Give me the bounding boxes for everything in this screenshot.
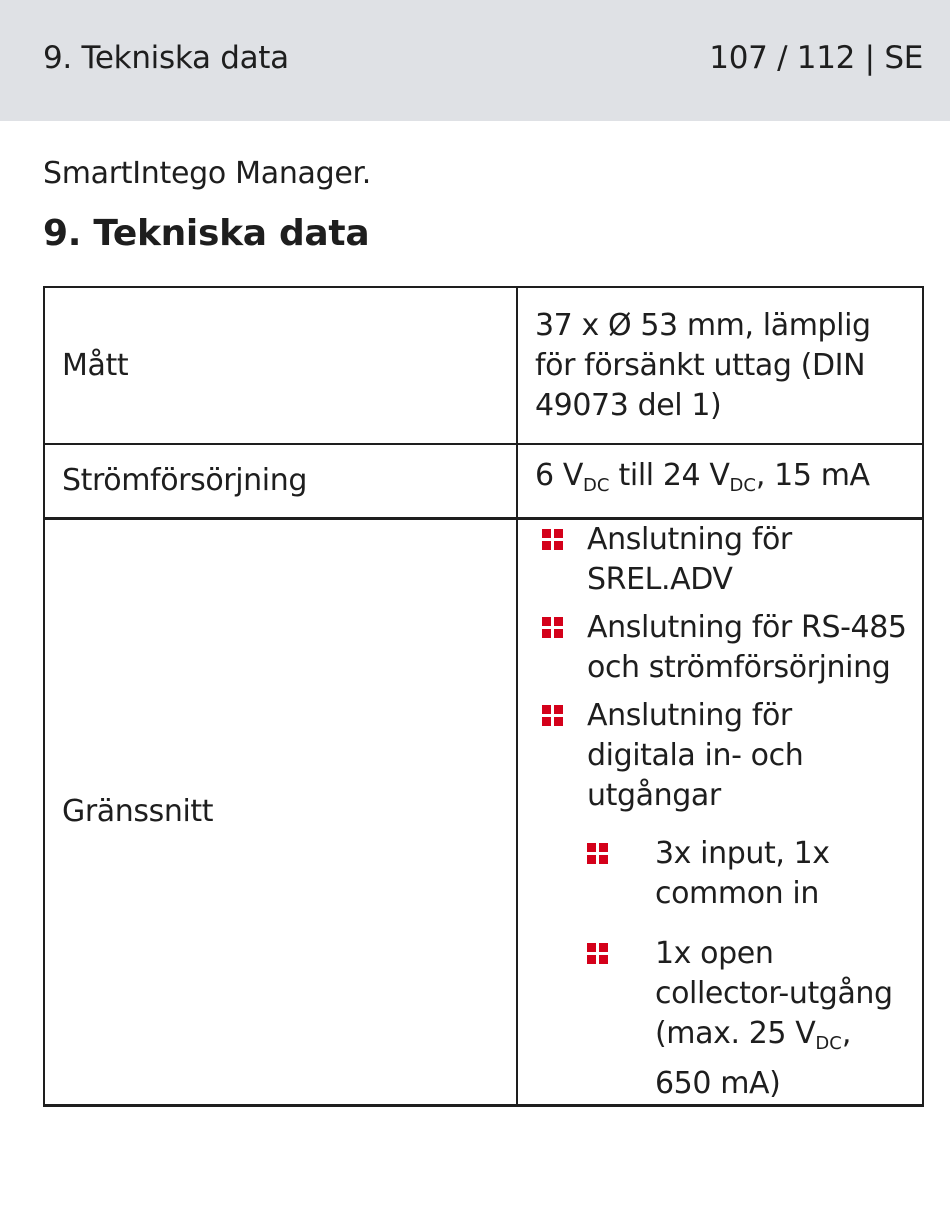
row-value	[517, 519, 923, 1106]
red-square-grid-icon	[587, 943, 609, 965]
red-square-grid-icon	[587, 843, 609, 865]
row-label: Strömförsörjning	[44, 444, 517, 519]
red-square-grid-icon	[542, 617, 564, 639]
value-text: , 15 mA	[755, 458, 870, 493]
list-item	[535, 608, 908, 688]
nested-bullet-list	[535, 834, 908, 1104]
row-value	[517, 444, 923, 519]
table-row	[44, 444, 923, 519]
list-item-text: , 650 mA)	[655, 1016, 851, 1101]
table-row	[44, 287, 923, 444]
tech-data-table	[43, 286, 924, 1107]
list-item-text: 1x open collector-utgång (max. 25 V	[655, 936, 893, 1051]
value-text: till 24 V	[609, 458, 730, 493]
list-item	[587, 834, 908, 914]
row-value: 37 x Ø 53 mm, lämplig för försänkt uttag (DIN 49073 del 1)	[517, 287, 923, 444]
red-square-grid-icon	[542, 529, 564, 551]
subscript: DC	[815, 1033, 842, 1054]
intro-text: SmartIntego Manager.	[43, 156, 372, 191]
bullet-list	[535, 520, 908, 816]
list-item	[587, 934, 908, 1104]
table-row	[44, 519, 923, 1106]
list-item	[535, 696, 908, 816]
row-label: Mått	[44, 287, 517, 444]
list-item-text: Anslutning för SREL.ADV	[587, 522, 792, 597]
list-item	[535, 520, 908, 600]
header-section-title: 9. Tekniska data	[43, 40, 289, 76]
list-item-text: Anslutning för RS-485 och strömförsörjning	[587, 610, 907, 685]
subscript: DC	[582, 475, 610, 496]
row-label: Gränssnitt	[44, 519, 517, 1106]
header-page-number: 107 / 112 | SE	[709, 40, 923, 76]
section-heading: 9. Tekniska data	[43, 213, 370, 254]
list-item-text: 3x input, 1x common in	[655, 836, 830, 911]
page-header	[0, 0, 950, 121]
subscript: DC	[729, 475, 756, 496]
list-item-text: Anslutning för digitala in- och utgångar	[587, 698, 804, 813]
red-square-grid-icon	[542, 705, 564, 727]
value-text: 6 V	[535, 458, 583, 493]
